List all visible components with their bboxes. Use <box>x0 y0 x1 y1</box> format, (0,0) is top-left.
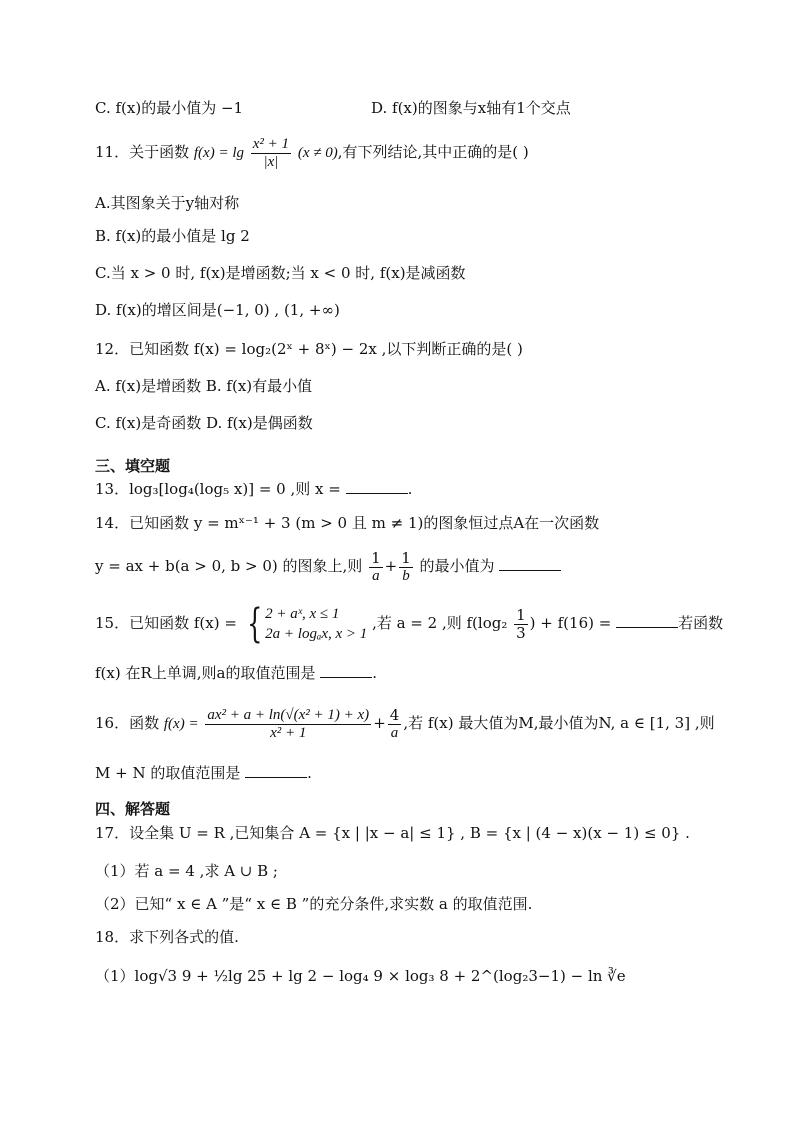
q15-mid2: ) + f(16) = <box>529 614 612 632</box>
q15-brace-icon: { <box>246 601 263 647</box>
q15-suffix: 若函数 <box>678 614 724 632</box>
q16-line2-text: M + N 的取值范围是 <box>95 764 241 782</box>
q16-suffix: ,若 f(x) 最大值为M,最小值为N, a ∈ [1, 3] ,则 <box>403 714 715 732</box>
q15-line2-text: f(x) 在R上单调,则a的取值范围是 <box>95 664 316 682</box>
q12-options-cd: C. f(x)是奇函数 D. f(x)是偶函数 <box>95 414 313 432</box>
q15-line2 <box>95 662 377 684</box>
q15-line1 <box>95 600 723 646</box>
q15-line2-tail: . <box>372 664 378 682</box>
q16-line2-tail: . <box>307 764 312 782</box>
q15-case2: 2a + logₐx, x > 1 <box>265 626 368 642</box>
q12-stem: 12．已知函数 f(x) = log₂(2ˣ + 8ˣ) − 2x ,以下判断正确的是( ) <box>95 340 523 358</box>
q18-part1: （1）log√3 9 + ½lg 25 + lg 2 − log₄ 9 × log₃ 8 + 2^(log₂3−1) − ln ∛e <box>95 967 626 985</box>
q13-answer-blank[interactable] <box>346 479 408 494</box>
q15-frac <box>514 607 528 642</box>
q13-line <box>95 478 412 500</box>
q11-stem <box>95 135 529 171</box>
q16-frac-num: ax² + a + ln(√(x² + 1) + x) <box>207 706 370 723</box>
q11-frac-num: x² + 1 <box>252 135 290 152</box>
q11-option-d: D. f(x)的增区间是(−1, 0) , (1, +∞) <box>95 301 340 319</box>
q16-line2 <box>95 762 312 784</box>
q11-option-c: C.当 x > 0 时, f(x)是增函数;当 x < 0 时, f(x)是减函数 <box>95 264 466 282</box>
q14-frac2-num: 1 <box>401 548 411 567</box>
section-title-fill-in: 三、填空题 <box>95 457 171 475</box>
q17-stem: 17．设全集 U = R ,已知集合 A = {x | |x − a| ≤ 1} , B = {x | (4 − x)(x − 1) ≤ 0} . <box>95 824 690 842</box>
q14-line2-suffix: 的最小值为 <box>419 557 495 575</box>
q15-case1: 2 + aˣ, x ≤ 1 <box>265 606 340 622</box>
q16-prefix: 16．函数 <box>95 714 160 732</box>
q14-frac1-num: 1 <box>371 548 381 567</box>
q15-answer-blank-2[interactable] <box>320 663 372 678</box>
q17-part1: （1）若 a = 4 ,求 A ∪ B ; <box>95 862 278 880</box>
q16-frac <box>205 707 371 742</box>
q12-options-ab: A. f(x)是增函数 B. f(x)有最小值 <box>95 377 313 395</box>
q11-suffix: ,有下列结论,其中正确的是( ) <box>337 143 529 161</box>
q15-answer-blank-1[interactable] <box>616 613 678 628</box>
q15-prefix: 15．已知函数 f(x) = <box>95 614 237 632</box>
q16-frac2-den: a <box>390 724 399 741</box>
q11-frac-den: |x| <box>263 153 279 170</box>
q14-plus: + <box>384 557 398 575</box>
q14-frac1 <box>369 550 383 585</box>
q16-func: f(x) = <box>163 716 199 732</box>
q16-plus: + <box>373 714 386 732</box>
q14-answer-blank[interactable] <box>499 556 561 571</box>
q16-frac-den: x² + 1 <box>270 724 307 741</box>
q11-cond: (x ≠ 0) <box>297 145 338 161</box>
q10-option-d: D. f(x)的图象与x轴有1个交点 <box>371 99 571 117</box>
q14-line2-prefix: y = ax + b(a > 0, b > 0) 的图象上,则 <box>95 557 363 575</box>
q16-line1 <box>95 700 715 747</box>
q11-func: f(x) = lg <box>193 145 244 161</box>
q11-fraction <box>251 136 291 171</box>
q11-option-b: B. f(x)的最小值是 lg 2 <box>95 227 250 245</box>
q15-frac-den: 3 <box>516 623 526 642</box>
q16-frac2-num: 4 <box>389 705 400 724</box>
q14-frac2-den: b <box>402 567 410 584</box>
q11-option-a: A.其图象关于y轴对称 <box>95 194 240 212</box>
q11-label: 11．关于函数 <box>95 143 190 161</box>
q14-frac2 <box>399 550 413 585</box>
q14-frac1-den: a <box>372 567 380 584</box>
q15-cases <box>265 604 367 644</box>
q13-text: 13．log₃[log₄(log₅ x)] = 0 ,则 x = <box>95 480 341 498</box>
q15-mid: ,若 a = 2 ,则 f(log₂ <box>372 614 508 632</box>
q10-option-c: C. f(x)的最小值为 −1 <box>95 99 244 117</box>
q16-answer-blank[interactable] <box>245 763 307 778</box>
q16-frac2 <box>388 707 402 742</box>
q17-part2: （2）已知“ x ∈ A ”是“ x ∈ B ”的充分条件,求实数 a 的取值范围. <box>95 895 533 913</box>
q18-stem: 18．求下列各式的值. <box>95 928 239 946</box>
q14-line2 <box>95 548 561 585</box>
q13-tail: . <box>407 480 413 498</box>
q15-frac-num: 1 <box>516 605 526 624</box>
q14-line1: 14．已知函数 y = mˣ⁻¹ + 3 (m > 0 且 m ≠ 1)的图象恒过点A在一次函数 <box>95 514 600 532</box>
section-title-solutions: 四、解答题 <box>95 800 171 818</box>
